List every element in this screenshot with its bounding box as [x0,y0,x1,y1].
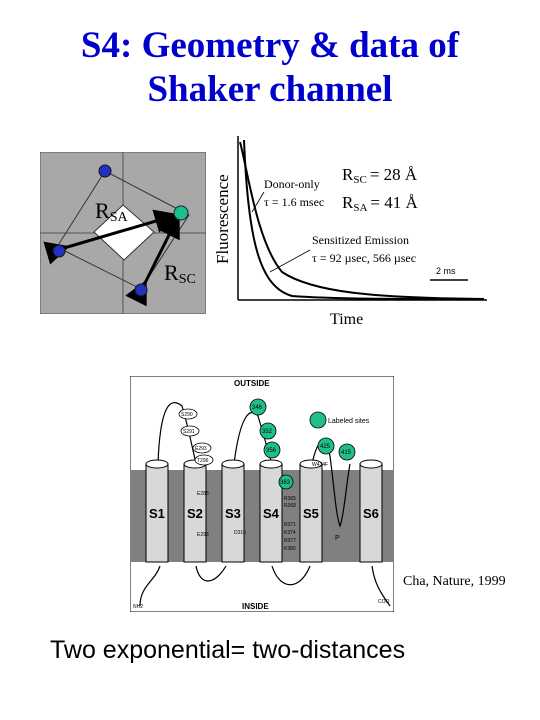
site-marker-labeled [260,423,276,439]
residue-label: E293 [197,532,209,538]
pore-label: P [335,535,340,542]
segment-label-s6: S6 [363,506,379,521]
outside-label: OUTSIDE [234,379,270,388]
caption: Two exponential= two-distances [50,636,406,664]
inside-label: INSIDE [242,602,269,611]
rsa-value: RSA = 41 Å [342,193,418,214]
site-marker-labeled [250,399,266,415]
topology-diagram [130,376,394,612]
site-marker-labeled [339,444,355,460]
site-marker-unlabeled [181,426,199,436]
decay-plot [212,132,492,332]
x-axis-label: Time [330,311,364,328]
rsc-label: RSC [164,260,196,287]
donor-only-label: Donor-only [264,177,320,191]
legend-label: Labeled sites [328,418,370,425]
site-marker-unlabeled [179,409,197,419]
svg-text:E293: E293 [195,446,207,452]
rsc-value: RSC = 28 Å [342,165,418,186]
residue-label: R371 [284,522,296,528]
svg-text:S291: S291 [183,429,195,435]
residue-label: D316 [234,530,246,536]
svg-text:T296: T296 [197,458,209,464]
svg-text:S290: S290 [181,412,193,418]
segment-label-s2: S2 [187,506,203,521]
residue-label: R368 [284,503,296,509]
y-axis-label: Fluorescence [213,174,232,264]
svg-text:356: 356 [266,448,277,454]
title-line-2: Shaker channel [147,69,393,110]
segment-label-s5: S5 [303,506,319,521]
segment-label-s1: S1 [149,506,165,521]
svg-text:352: 352 [262,429,273,435]
residue-label: W434F [312,462,329,468]
site-marker-unlabeled [193,443,211,453]
slide-title [0,24,540,112]
donor-site-top [99,165,111,177]
residue-label: E283 [197,491,209,497]
svg-text:425: 425 [320,444,331,450]
scale-bar-label: 2 ms [436,266,456,276]
geometry-diagram [40,152,206,314]
donor-tau-label: τ = 1.6 msec [264,195,325,209]
residue-label: K380 [284,546,296,552]
segment-label-s3: S3 [225,506,241,521]
svg-text:346: 346 [252,405,263,411]
site-marker-labeled [318,438,334,454]
donor-site-bottom [135,284,147,296]
segment-label-s4: S4 [263,506,279,521]
acceptor-site [174,206,188,220]
sensitized-pointer [270,250,310,272]
site-marker-labeled [279,475,293,489]
site-marker-unlabeled [195,455,213,465]
svg-text:363: 363 [280,480,291,486]
site-marker-labeled [264,442,280,458]
sensitized-tau-label: τ = 92 µsec, 566 µsec [312,251,417,265]
c-terminus-label: COO [378,599,390,605]
residue-label: R365 [284,496,296,502]
residue-label: K374 [284,530,296,536]
title-line-1: S4: Geometry & data of [80,25,460,66]
residue-label: R377 [284,538,296,544]
legend-marker [310,412,326,428]
sensitized-label: Sensitized Emission [312,233,409,247]
donor-site-left [53,245,65,257]
citation: Cha, Nature, 1999 [403,574,506,589]
rsa-label: RSA [95,198,128,225]
n-terminus-label: NH2 [133,604,144,610]
svg-text:415: 415 [341,450,352,456]
